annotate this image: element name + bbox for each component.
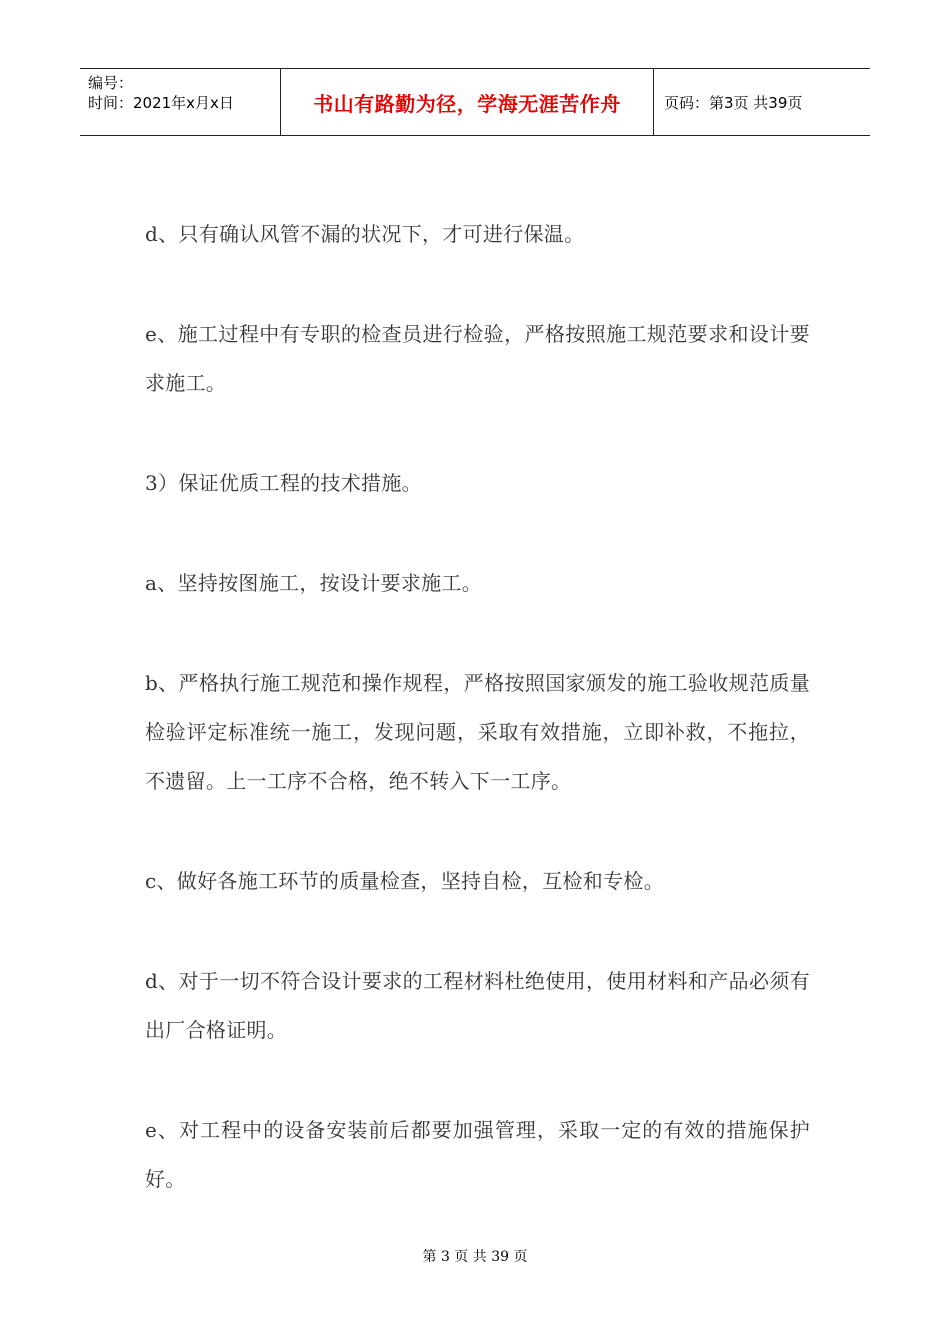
header-meta [80, 69, 281, 135]
paragraph-c-quality-checks: c、做好各施工环节的质量检查，坚持自检，互检和专检。 [145, 869, 665, 893]
paragraph-d-materials: d、对于一切不符合设计要求的工程材料杜绝使用，使用材料和产品必须有出厂合格证明。 [145, 969, 810, 1042]
header-page-info: 页码：第3页 共39页 [664, 93, 803, 112]
paragraph-d-leak-check: d、只有确认风管不漏的状况下，才可进行保温。 [145, 222, 585, 246]
document-header [80, 68, 870, 136]
section-heading-quality-measures: 3）保证优质工程的技术措施。 [145, 471, 422, 495]
paragraph-b-standards: b、严格执行施工规范和操作规程，严格按照国家颁发的施工验收规范质量检验评定标准统一施工，发现问题，采取有效措施，立即补救，不拖拉，不遗留。上一工序不合格，绝不转入下一工序。 [145, 671, 810, 793]
date-label: 时间：2021年x月x日 [88, 94, 234, 112]
paragraph-e-equipment-protection: e、对工程中的设备安装前后都要加强管理，采取一定的有效的措施保护好。 [145, 1118, 810, 1191]
serial-label: 编号： [88, 74, 134, 92]
document-body [145, 210, 810, 1255]
paragraph-e-inspector: e、施工过程中有专职的检查员进行检验，严格按照施工规范要求和设计要求施工。 [145, 322, 810, 395]
header-motto: 书山有路勤为径，学海无涯苦作舟 [281, 69, 654, 135]
page-footer: 第 3 页 共 39 页 [422, 1249, 528, 1265]
paragraph-a-follow-drawings: a、坚持按图施工，按设计要求施工。 [145, 571, 483, 595]
